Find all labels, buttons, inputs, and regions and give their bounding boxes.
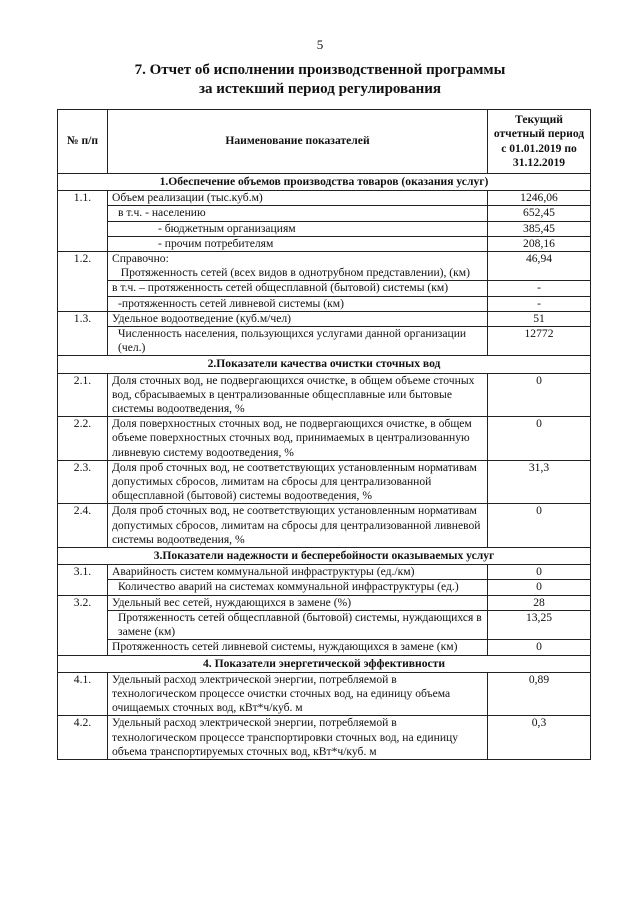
section-row — [58, 548, 591, 565]
row-number: 2.4. — [58, 504, 108, 548]
row-name: -протяженность сетей ливневой системы (км) — [108, 296, 488, 311]
table-header-row — [58, 110, 591, 174]
row-name: Удельное водоотведение (куб.м/чел) — [108, 311, 488, 326]
section-row — [58, 655, 591, 672]
row-value: 0 — [488, 640, 591, 655]
row-value: 652,45 — [488, 206, 591, 221]
row-number: 2.3. — [58, 460, 108, 504]
row-value: - — [488, 281, 591, 296]
table-row — [58, 281, 591, 296]
row-name: Доля проб сточных вод, не соответствующих установленным нормативам допустимых сбросов, лимитам на сбросы для централизованной ливневой системы водоотведения, % — [108, 504, 488, 548]
row-value: 51 — [488, 311, 591, 326]
row-value: 31,3 — [488, 460, 591, 504]
section-2-title: 2.Показатели качества очистки сточных вод — [58, 356, 591, 373]
table-row — [58, 327, 591, 356]
row-name: Протяженность сетей общесплавной (бытовой) системы, нуждающихся в замене (км) — [108, 610, 488, 639]
table-row — [58, 716, 591, 760]
section-row — [58, 174, 591, 191]
row-value: 0,3 — [488, 716, 591, 760]
section-4-title: 4. Показатели энергетической эффективности — [58, 655, 591, 672]
row-value: 12772 — [488, 327, 591, 356]
row-number: 1.1. — [58, 191, 108, 252]
row-name: в т.ч. - населению — [108, 206, 488, 221]
table-row — [58, 460, 591, 504]
row-name: в т.ч. – протяженность сетей общесплавной (бытовой) системы (км) — [108, 281, 488, 296]
row-value: 208,16 — [488, 236, 591, 251]
row-name: Удельный вес сетей, нуждающихся в замене (%) — [108, 595, 488, 610]
row-value: 46,94 — [488, 252, 591, 281]
row-name: Доля сточных вод, не подвергающихся очистке, в общем объеме сточных вод, сбрасываемых в централизованные общесплавные или бытовые системы водоотведения, % — [108, 373, 488, 417]
table-row — [58, 311, 591, 326]
row-value: 0 — [488, 565, 591, 580]
header-num: № п/п — [58, 110, 108, 174]
title-line-2: за истекший период регулирования — [198, 81, 442, 97]
row-number: 3.2. — [58, 595, 108, 655]
row-name: Объем реализации (тыс.куб.м) — [108, 191, 488, 206]
table-row — [58, 373, 591, 417]
table-row — [58, 252, 591, 281]
table-row — [58, 191, 591, 206]
row-value: 0 — [488, 504, 591, 548]
row-number: 1.3. — [58, 311, 108, 356]
table-row — [58, 206, 591, 221]
header-period: Текущий отчетный период с 01.01.2019 по 31.12.2019 — [488, 110, 591, 174]
table-row — [58, 595, 591, 610]
table-row — [58, 672, 591, 716]
row-name: Удельный расход электрической энергии, потребляемой в технологическом процессе транспортировки сточных вод, на единицу объема транспортируемых сточных вод, кВт*ч/куб. м — [108, 716, 488, 760]
row-number: 4.1. — [58, 672, 108, 716]
table-row — [58, 236, 591, 251]
table-row — [58, 504, 591, 548]
row-value: 28 — [488, 595, 591, 610]
section-3-title: 3.Показатели надежности и бесперебойности оказываемых услуг — [58, 548, 591, 565]
row-name: Количество аварий на системах коммунальной инфраструктуры (ед.) — [108, 580, 488, 595]
title-line-1: 7. Отчет об исполнении производственной программы — [134, 62, 506, 78]
report-title — [0, 61, 640, 99]
row-value: 385,45 — [488, 221, 591, 236]
row-number: 2.2. — [58, 417, 108, 461]
row-value: 0 — [488, 580, 591, 595]
table-row — [58, 565, 591, 580]
row-number: 2.1. — [58, 373, 108, 417]
header-name: Наименование показателей — [108, 110, 488, 174]
table-row — [58, 610, 591, 639]
row-name: Численность населения, пользующихся услугами данной организации (чел.) — [108, 327, 488, 356]
row-name: Доля проб сточных вод, не соответствующих установленным нормативам допустимых сбросов, лимитам на сбросы для централизованной общесплавной (бытовой) системы водоотведения, % — [108, 460, 488, 504]
row-number: 1.2. — [58, 252, 108, 312]
row-name: Аварийность систем коммунальной инфраструктуры (ед./км) — [108, 565, 488, 580]
table-row — [58, 417, 591, 461]
row-name: Протяженность сетей ливневой системы, нуждающихся в замене (км) — [108, 640, 488, 655]
table-row — [58, 640, 591, 655]
row-value: 0 — [488, 417, 591, 461]
row-value: - — [488, 296, 591, 311]
row-value: 0,89 — [488, 672, 591, 716]
report-table — [57, 109, 591, 760]
row-number: 4.2. — [58, 716, 108, 760]
row-name: Удельный расход электрической энергии, потребляемой в технологическом процессе очистки сточных вод, на единицу объема очищаемых сточных вод, кВт*ч/куб. м — [108, 672, 488, 716]
row-name: - прочим потребителям — [108, 236, 488, 251]
section-row — [58, 356, 591, 373]
row-name: Справочно: Протяженность сетей (всех видов в однотрубном представлении), (км) — [108, 252, 488, 281]
row-value: 13,25 — [488, 610, 591, 639]
row-name: Доля поверхностных сточных вод, не подвергающихся очистке, в общем объеме поверхностных сточных вод, принимаемых в централизованную ливневую систему водоотведения, % — [108, 417, 488, 461]
row-number: 3.1. — [58, 565, 108, 595]
table-row — [58, 580, 591, 595]
row-value: 1246,06 — [488, 191, 591, 206]
section-1-title: 1.Обеспечение объемов производства товаров (оказания услуг) — [58, 174, 591, 191]
table-row — [58, 221, 591, 236]
page-number: 5 — [316, 37, 324, 52]
table-row — [58, 296, 591, 311]
row-value: 0 — [488, 373, 591, 417]
row-name: - бюджетным организациям — [108, 221, 488, 236]
